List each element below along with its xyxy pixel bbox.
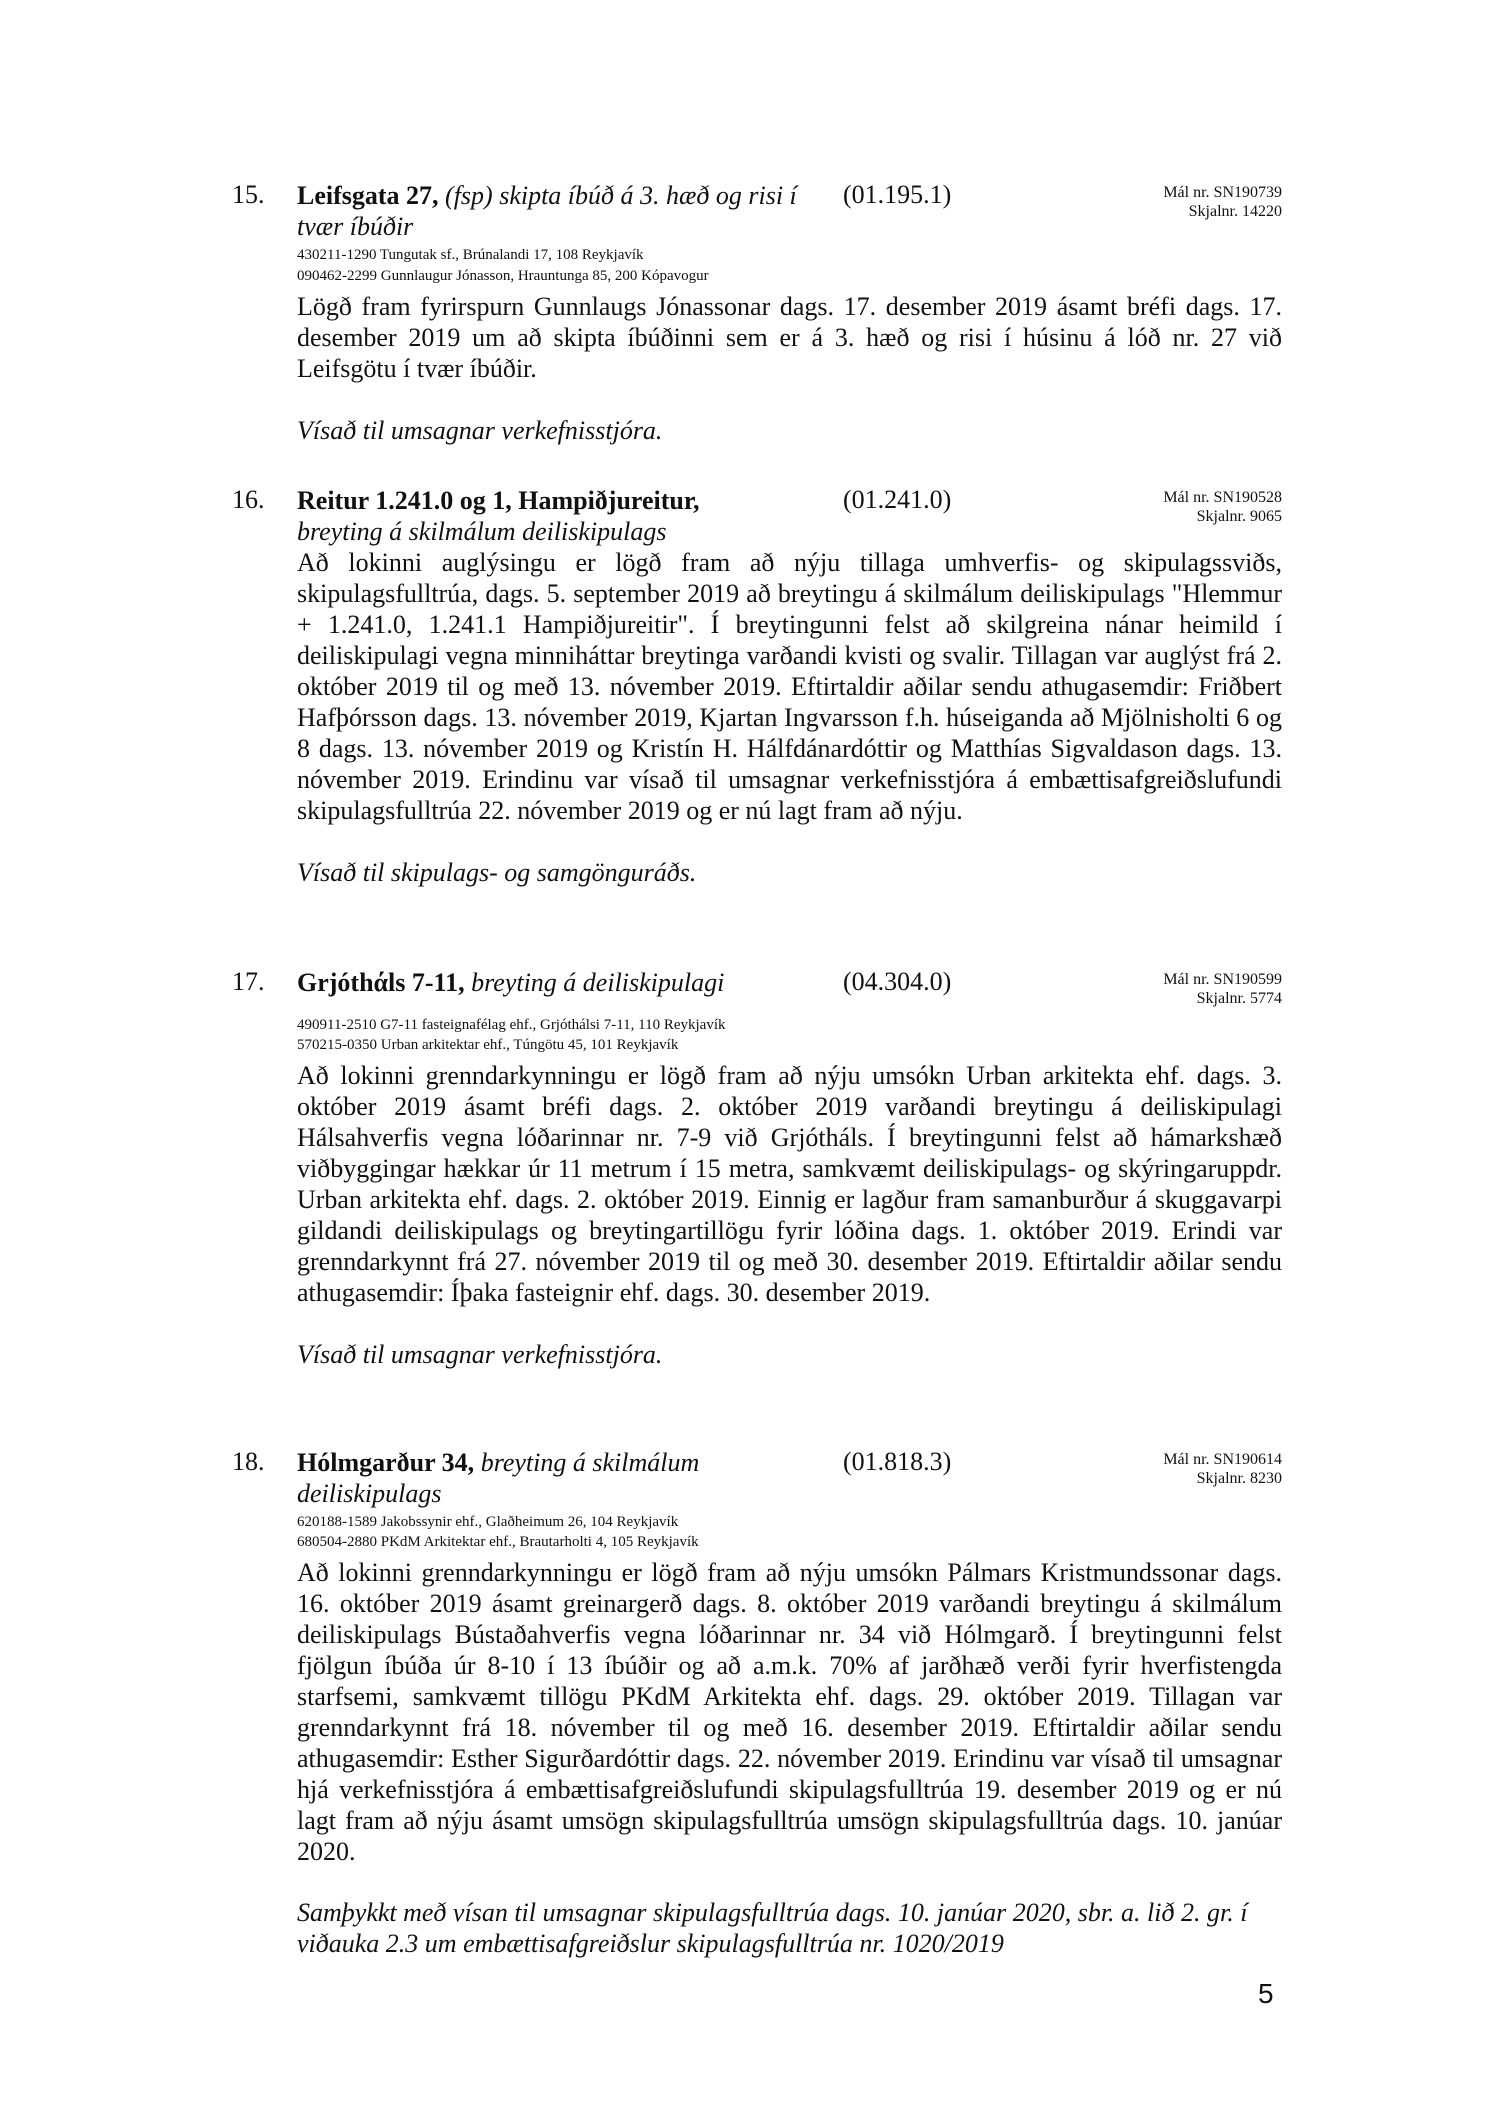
item-owner: 570215-0350 Urban arkitektar ehf., Túngötu 45, 101 Reykjavík bbox=[297, 1037, 679, 1053]
item-number: 16. bbox=[232, 485, 265, 514]
item-mal-nr: Mál nr. SN190599 bbox=[1163, 971, 1282, 988]
item-conclusion: Vísað til skipulags- og samgönguráðs. bbox=[297, 858, 697, 887]
item-description bbox=[297, 1060, 1282, 1308]
item-code: (01.241.0) bbox=[843, 485, 952, 514]
item-title-subject: breyting á skilmálum deiliskipulags bbox=[297, 517, 667, 546]
item-title-subject: breyting á deiliskipulagi bbox=[471, 968, 725, 997]
item-owner: 680504-2880 PKdM Arkitektar ehf., Brautarholti 4, 105 Reykjavík bbox=[297, 1534, 699, 1550]
item-code: (01.818.3) bbox=[843, 1447, 952, 1476]
item-skjalnr: Skjalnr. 5774 bbox=[1196, 990, 1282, 1007]
item-mal-nr: Mál nr. SN190528 bbox=[1163, 489, 1282, 506]
item-number: 15. bbox=[232, 180, 265, 209]
page-number: 5 bbox=[1258, 1978, 1274, 2009]
item-number: 17. bbox=[232, 967, 265, 996]
item-title-subject: breyting á skilmálum deiliskipulags bbox=[297, 1448, 700, 1508]
item-code: (01.195.1) bbox=[843, 180, 952, 209]
item-mal-nr: Mál nr. SN190739 bbox=[1163, 184, 1282, 201]
item-owner: 430211-1290 Tungutak sf., Brúnalandi 17, 108 Reykjavík bbox=[297, 247, 644, 263]
item-conclusion: Samþykkt með vísan til umsagnar skipulagsfulltrúa dags. 10. janúar 2020, sbr. a. lið 2. gr. í viðauka 2.3 um embættisafgreiðslur skipulagsfulltrúa nr. 1020/2019 bbox=[297, 1898, 1248, 1958]
item-description bbox=[297, 547, 1282, 826]
item-skjalnr: Skjalnr. 8230 bbox=[1196, 1470, 1282, 1487]
item-conclusion: Vísað til umsagnar verkefnisstjóra. bbox=[297, 416, 663, 445]
item-owner: 090462-2299 Gunnlaugur Jónasson, Hrauntunga 85, 200 Kópavogur bbox=[297, 268, 709, 284]
item-description bbox=[297, 291, 1282, 384]
item-skjalnr: Skjalnr. 9065 bbox=[1196, 508, 1282, 525]
item-number: 18. bbox=[232, 1447, 265, 1476]
item-title-subject: (fsp) skipta íbúð á 3. hæð og risi í tvær íbúðir bbox=[297, 181, 797, 241]
item-description-text: Að lokinni grenndarkynningu er lögð fram að nýju umsókn Urban arkitekta ehf. dags. 3. október 2019 ásamt bréfi dags. 2. október 2019 varðandi breytingu á deiliskipulagi Hálsahverfis vegna lóðarinnar nr. 7-9 við Grjótháls. Í breytingunni felst að hámarkshæð viðbyggingar hækkar úr 11 metrum í 15 metra, samkvæmt deiliskipulags- og skýringaruppdr. Urban arkitekta ehf. dags. 2. október 2019. Einnig er lagður fram samanburður á skuggavarpi gildandi deiliskipulags og breytingartillögu fyrir lóðina dags. 1. október 2019. Erindi var grenndarkynnt frá 27. nóvember 2019 til og með 30. desember 2019. Eftirtaldir aðilar sendu athugasemdir: Íþaka fasteignir ehf. dags. 30. desember 2019. bbox=[297, 1061, 1282, 1307]
item-owner: 490911-2510 G7-11 fasteignafélag ehf., Grjóthálsi 7-11, 110 Reykjavík bbox=[297, 1017, 726, 1033]
item-conclusion: Vísað til umsagnar verkefnisstjóra. bbox=[297, 1340, 663, 1369]
item-title bbox=[297, 967, 797, 998]
item-owner: 620188-1589 Jakobssynir ehf., Glaðheimum 26, 104 Reykjavík bbox=[297, 1514, 679, 1530]
item-title-address: Hólmgarður 34, bbox=[297, 1448, 475, 1477]
item-title bbox=[297, 1447, 797, 1509]
item-code: (04.304.0) bbox=[843, 967, 952, 996]
item-title-address: Leifsgata 27, bbox=[297, 181, 439, 210]
item-skjalnr: Skjalnr. 14220 bbox=[1188, 203, 1282, 220]
item-title-address: Grjóthάls 7-11, bbox=[297, 968, 465, 997]
item-description bbox=[297, 1557, 1282, 1867]
item-description-text: Að lokinni auglýsingu er lögð fram að nýju tillaga umhverfis- og skipulagssviðs, skipulagsfulltrúa, dags. 5. september 2019 að breytingu á skilmálum deiliskipulags "Hlemmur + 1.241.0, 1.241.1 Hampiðjureitir". Í breytingunni felst að skilgreina nánar heimild í deiliskipulagi vegna minniháttar breytinga varðandi kvisti og svalir. Tillagan var auglýst frá 2. október 2019 til og með 13. nóvember 2019. Eftirtaldir aðilar sendu athugasemdir: Friðbert Hafþórsson dags. 13. nóvember 2019, Kjartan Ingvarsson f.h. húseiganda að Mjölnisholti 6 og 8 dags. 13. nóvember 2019 og Kristín H. Hálfdánardóttir og Matthías Sigvaldason dags. 13. nóvember 2019. Erindinu var vísað til umsagnar verkefnisstjóra á embættisafgreiðslufundi skipulagsfulltrúa 22. nóvember 2019 og er nú lagt fram að nýju. bbox=[297, 548, 1282, 825]
item-mal-nr: Mál nr. SN190614 bbox=[1163, 1451, 1282, 1468]
item-title bbox=[297, 485, 797, 547]
item-title-address: Reitur 1.241.0 og 1, Hampiðjureitur, bbox=[297, 486, 700, 515]
item-title bbox=[297, 180, 797, 242]
item-description-text: Lögð fram fyrirspurn Gunnlaugs Jónassonar dags. 17. desember 2019 ásamt bréfi dags. 17. desember 2019 um að skipta íbúðinni sem er á 3. hæð og risi í húsinu á lóð nr. 27 við Leifsgötu í tvær íbúðir. bbox=[297, 292, 1282, 383]
item-description-text: Að lokinni grenndarkynningu er lögð fram að nýju umsókn Pálmars Kristmundssonar dags. 16. október 2019 ásamt greinargerð dags. 8. október 2019 varðandi breytingu á skilmálum deiliskipulags Bústaðahverfis vegna lóðarinnar nr. 34 við Hólmgarð. Í breytingunni felst fjölgun íbúða úr 8-10 í 13 íbúðir og að a.m.k. 70% af jarðhæð verði fyrir hverfistengda starfsemi, samkvæmt tillögu PKdM Arkitekta ehf. dags. 29. október 2019. Tillagan var grenndarkynnt frá 18. nóvember til og með 16. desember 2019. Eftirtaldir aðilar sendu athugasemdir: Esther Sigurðardóttir dags. 22. nóvember 2019. Erindinu var vísað til umsagnar hjá verkefnisstjóra á embættisafgreiðslufundi skipulagsfulltrúa 19. desember 2019 og er nú lagt fram að nýju ásamt umsögn skipulagsfulltrúa umsögn skipulagsfulltrúa dags. 10. janúar 2020. bbox=[297, 1558, 1282, 1866]
